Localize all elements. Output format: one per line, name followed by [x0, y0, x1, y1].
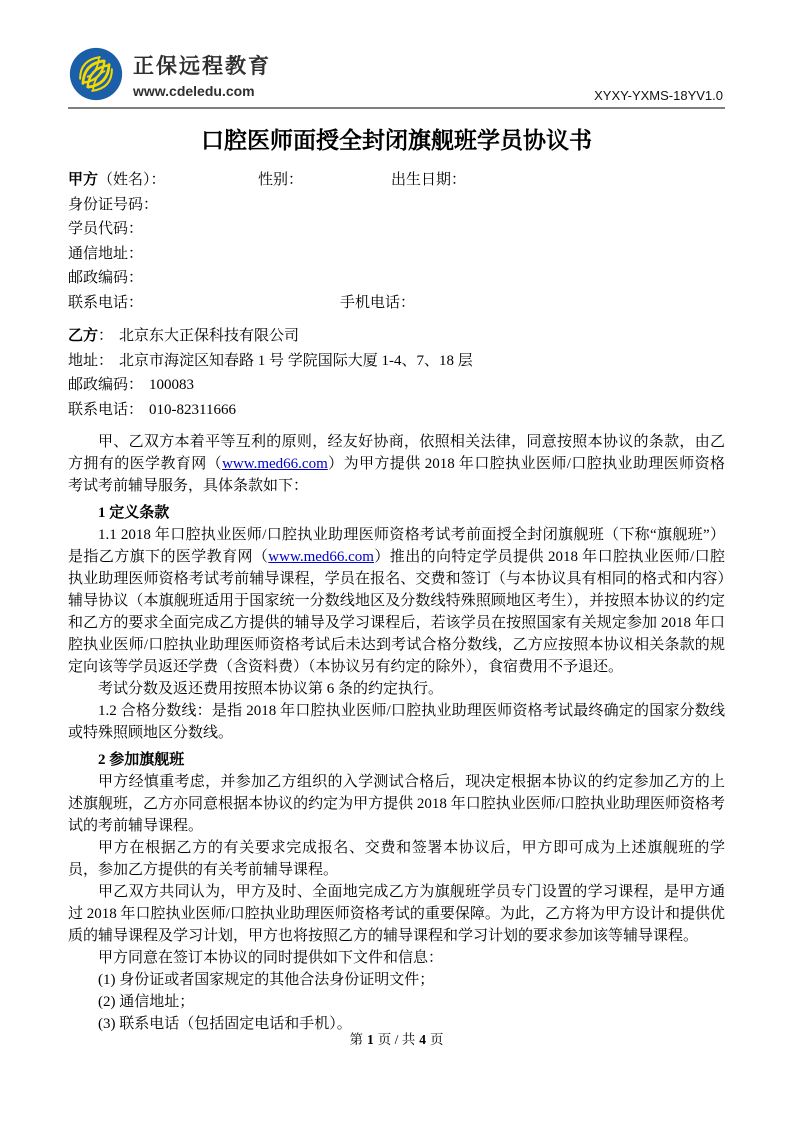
- party-b-company-line: [68, 324, 725, 349]
- footer-page-suffix: 页: [430, 1032, 444, 1047]
- party-a-phone-label: 联系电话：: [68, 294, 144, 311]
- party-b-address-label: 地址：: [68, 352, 114, 369]
- party-b-phone-line: [68, 398, 725, 423]
- clause-1-1-paragraph: [68, 524, 725, 678]
- party-a-section: [68, 168, 725, 315]
- logo-swirl-icon: [68, 46, 124, 102]
- section-2-heading: 2 参加旗舰班: [98, 752, 185, 768]
- intro-paragraph: [68, 431, 725, 497]
- party-b-address-line: [68, 349, 725, 374]
- clause-1-2-paragraph: 1.2 合格分数线：是指 2018 年口腔执业医师/口腔执业助理医师资格考试最终确定的国家分数线或特殊照顾地区分数线。: [68, 703, 725, 741]
- party-a-id-line: 身份证号码：: [68, 196, 159, 213]
- section-2-paragraph-3: 甲乙双方共同认为，甲方及时、全面地完成乙方为旗舰班学员专门设置的学习课程，是甲方通过 2018 年口腔执业医师/口腔执业助理医师资格考试的重要保障。为此，乙方将为甲方设计和提供优质的辅导课程及学习计划，甲方也将按照乙方的辅导课程和学习计划的要求参加该等辅导课程。: [68, 884, 725, 944]
- party-b-phone: 010-82311666: [149, 401, 236, 418]
- party-a-mobile-label: 手机电话：: [340, 294, 416, 311]
- footer-page-prefix: 第: [349, 1032, 363, 1047]
- party-b-zip-label: 邮政编码：: [68, 377, 144, 393]
- party-b-zip-line: [68, 373, 725, 398]
- footer-page-number: 1: [366, 1032, 374, 1047]
- party-a-dob-label: 出生日期：: [391, 172, 467, 188]
- footer-page-mid: 页 / 共: [377, 1032, 416, 1047]
- agreement-body: [68, 431, 725, 1035]
- section-2-paragraph-1: 甲方经慎重考虑，并参加乙方组织的入学测试合格后，现决定根据本协议的约定参加乙方的上述旗舰班，乙方亦同意根据本协议的约定为甲方提供 2018 年口腔执业医师/口腔执业助理医师资格考试的考前辅导课程。: [68, 774, 725, 834]
- document-code: XYXY-YXMS-18YV1.0: [594, 88, 723, 103]
- party-a-phone-line: [68, 291, 725, 316]
- logo-text-block: [133, 50, 271, 99]
- section-1-heading: 1 定义条款: [98, 505, 170, 521]
- page-footer: [0, 1028, 793, 1048]
- clause-score-refund-paragraph: 考试分数及返还费用按照本协议第 6 条的约定执行。: [98, 681, 444, 697]
- intro-text-2: ）为甲方提供 2018 年口腔执业医师/口腔执业助理医师资格考试考前辅导服务，具体条款如下：: [68, 456, 725, 494]
- page-header: [68, 46, 725, 104]
- document-list-item-1: (1) 身份证或者国家规定的其他合法身份证明文件；: [98, 972, 435, 988]
- intro-text-1: 甲、乙双方本着平等互利的原则，经友好协商，依照相关法律，同意按照本协议的条款，由乙方拥有的医学教育网（: [68, 434, 725, 472]
- logo-website-url: www.cdeledu.com: [133, 82, 255, 99]
- document-list-item-2: (2) 通信地址；: [98, 994, 195, 1010]
- section-2-paragraph-4: 甲方同意在签订本协议的同时提供如下文件和信息：: [98, 950, 444, 966]
- party-a-name-line: [68, 168, 725, 193]
- party-b-label: 乙方: [68, 328, 99, 344]
- party-a-zip-line: 邮政编码：: [68, 270, 144, 286]
- party-b-zip: 100083: [149, 377, 195, 393]
- clause-1-1-text-1: 1.1 2018 年口腔执业医师/口腔执业助理医师资格考试考前面授全封闭旗舰班（下称“旗舰班”）是指乙方旗下的医学教育网（: [68, 527, 725, 565]
- footer-total-pages: 4: [419, 1032, 426, 1047]
- med66-link[interactable]: www.med66.com: [222, 456, 328, 472]
- party-a-code-line: 学员代码：: [68, 221, 144, 237]
- logo-company-name: 正保远程教育: [133, 54, 271, 78]
- section-2-paragraph-2: 甲方在根据乙方的有关要求完成报名、交费和签署本协议后，甲方即可成为上述旗舰班的学员，参加乙方提供的有关考前辅导课程。: [68, 840, 725, 878]
- party-b-company: 北京东大正保科技有限公司: [119, 328, 300, 344]
- party-b-colon: ：: [98, 328, 114, 344]
- clause-1-1-text-2: ）推出的向特定学员提供 2018 年口腔执业医师/口腔执业助理医师资格考试考前辅导课程，学员在报名、交费和签订（与本协议具有相同的格式和内容）辅导协议（本旗舰班适用于国家统一分数线地区及分数线特殊照顾地区考生），并按照本协议的约定和乙方的要求全面完成乙方提供的辅导及学习课程后，若该学员在按照国家有关规定参加 2018 年口腔执业医师/口腔执业助理医师资格考试后未达到考试合格分数线，乙方应按照本协议相关条款的规定向该等学员返还学费（含资料费）（本协议另有约定的除外），食宿费用不予退还。: [68, 549, 725, 675]
- party-b-section: [68, 324, 725, 422]
- page-title: 口腔医师面授全封闭旗舰班学员协议书: [201, 128, 592, 153]
- party-a-address-line: 通信地址：: [68, 245, 144, 262]
- document-list-item-3: (3) 联系电话（包括固定电话和手机）。: [98, 1016, 352, 1032]
- header-divider: [68, 107, 725, 109]
- party-b-phone-label: 联系电话：: [68, 401, 144, 418]
- med66-link-2[interactable]: www.med66.com: [268, 549, 374, 565]
- party-a-label: 甲方: [68, 172, 99, 188]
- party-a-name-label: （姓名）：: [98, 172, 166, 188]
- party-a-sex-label: 性别：: [258, 172, 304, 188]
- party-b-address: 北京市海淀区知春路 1 号 学院国际大厦 1-4、7、18 层: [119, 352, 473, 369]
